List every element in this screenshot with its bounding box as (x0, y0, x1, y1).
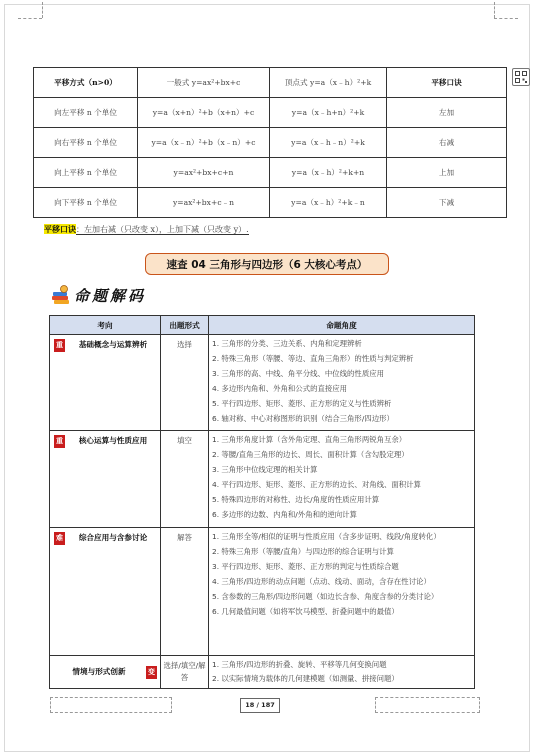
angle-item: 3. 三角形的高、中线、角平分线、中位线的性质应用 (212, 369, 384, 378)
table-cell: y=a（x﹣h+n）²+k (270, 98, 387, 128)
angle-item: 4. 平行四边形、矩形、菱形、正方形的边长、对角线、面积计算 (212, 480, 421, 489)
angle-item: 6. 多边形的边数、内角和/外角和的逆向计算 (212, 510, 357, 519)
angle-item: 3. 平行四边形、矩形、菱形、正方形的判定与性质综合题 (212, 562, 399, 571)
column-header: 平移方式（n>0） (34, 68, 138, 98)
footer-dash-right (375, 697, 480, 713)
table-row (34, 128, 507, 158)
angle-item: 6. 轴对称、中心对称图形的识别（结合三角形/四边形） (212, 414, 394, 423)
column-header: 顶点式 y=a（x﹣h）²+k (270, 68, 387, 98)
table-row (50, 656, 475, 689)
topic-cell (50, 528, 161, 656)
topics-table (49, 315, 475, 689)
qr-grid-icon[interactable] (512, 68, 530, 86)
angles-cell (209, 656, 475, 689)
table-cell: 右减 (387, 128, 507, 158)
angle-item: 2. 等腰/直角三角形的边长、周长、面积计算（含勾股定理） (212, 450, 409, 459)
table-cell: y=a（x﹣n）²+b（x﹣n）+c (138, 128, 270, 158)
table-cell: 上加 (387, 158, 507, 188)
angle-item: 1. 三角形的分类、三边关系、内角和定理辨析 (212, 339, 362, 348)
angle-item: 1. 三角形角度计算（含外角定理、直角三角形两锐角互余） (212, 435, 407, 444)
page-number: 18 / 187 (240, 698, 280, 713)
difficulty-badge: 难 (54, 532, 65, 545)
column-header: 平移口诀 (387, 68, 507, 98)
translation-rule (44, 224, 249, 235)
topic-name: 基础概念与运算辨析 (78, 340, 148, 349)
header-dash-right (494, 18, 518, 19)
table-cell: 向左平移 n 个单位 (34, 98, 138, 128)
table-row (34, 98, 507, 128)
question-type: 选择 (161, 335, 209, 431)
subheading-title: 命题解码 (74, 286, 147, 305)
header-dash-left-v (42, 2, 43, 18)
angle-item: 5. 特殊四边形的对称性、边长/角度的性质应用计算 (212, 495, 380, 504)
column-header: 出题形式 (161, 316, 209, 335)
footer-dash-left (50, 697, 172, 713)
table-row (50, 431, 475, 528)
table-cell: y=ax²+bx+c﹣n (138, 188, 270, 218)
angles-cell (209, 431, 475, 528)
difficulty-badge: 重 (54, 339, 65, 352)
difficulty-badge: 变 (146, 666, 157, 679)
angle-item: 2. 特殊三角形（等腰、等边、直角三角形）的性质与判定辨析 (212, 354, 414, 363)
table-header-row (34, 68, 507, 98)
table-cell: y=a（x﹣h﹣n）²+k (270, 128, 387, 158)
difficulty-badge: 重 (54, 435, 65, 448)
translation-table (33, 67, 507, 218)
topic-cell (50, 656, 161, 689)
angle-item: 2. 特殊三角形（等腰/直角）与四边形的综合证明与计算 (212, 547, 394, 556)
angle-item: 4. 三角形/四边形的动点问题（点动、线动、面动，含存在性讨论） (212, 577, 431, 586)
angle-item: 1. 三角形全等/相似的证明与性质应用（含多步证明、线段/角度转化） (212, 532, 441, 541)
table-row (34, 158, 507, 188)
question-type: 填空 (161, 431, 209, 528)
column-header: 考向 (50, 316, 161, 335)
topic-cell (50, 335, 161, 431)
table-cell: y=ax²+bx+c+n (138, 158, 270, 188)
table-cell: y=a（x+n）²+b（x+n）+c (138, 98, 270, 128)
table-header-row (50, 316, 475, 335)
table-cell: y=a（x﹣h）²+k﹣n (270, 188, 387, 218)
table-row (34, 188, 507, 218)
header-dash-right-v (494, 2, 495, 18)
table-cell: 向右平移 n 个单位 (34, 128, 138, 158)
angle-item: 5. 平行四边形、矩形、菱形、正方形的定义与性质辨析 (212, 399, 392, 408)
column-header: 命题角度 (209, 316, 475, 335)
table-cell: 向上平移 n 个单位 (34, 158, 138, 188)
question-type: 选择/填空/解答 (161, 656, 209, 689)
table-cell: y=a（x﹣h）²+k+n (270, 158, 387, 188)
angle-item: 3. 三角形中位线定理的相关计算 (212, 465, 318, 474)
rule-label: 平移口诀 (44, 224, 76, 234)
table-row (50, 335, 475, 431)
topic-cell (50, 431, 161, 528)
section-title: 速查 04 三角形与四边形（6 大核心考点） (145, 253, 389, 275)
angles-cell (209, 528, 475, 656)
header-dash-left (18, 18, 42, 19)
question-type: 解答 (161, 528, 209, 656)
table-cell: 向下平移 n 个单位 (34, 188, 138, 218)
books-icon (50, 284, 72, 306)
angle-item: 2. 以实际情境为载体的几何建模题（如测量、拼接问题） (212, 674, 399, 683)
angle-item: 4. 多边形内角和、外角和公式的直接应用 (212, 384, 348, 393)
table-cell: 左加 (387, 98, 507, 128)
angles-cell (209, 335, 475, 431)
column-header: 一般式 y=ax²+bx+c (138, 68, 270, 98)
topic-name: 核心运算与性质应用 (78, 436, 148, 445)
subheading (50, 284, 146, 306)
angle-item: 5. 含参数的三角形/四边形问题（如边长含参、角度含参的分类讨论） (212, 592, 439, 601)
topic-name: 综合应用与含参讨论 (78, 533, 148, 542)
topic-name: 情境与形式创新 (72, 667, 126, 676)
table-row (50, 528, 475, 656)
angle-item: 1. 三角形/四边形的折叠、旋转、平移等几何变换问题 (212, 660, 387, 669)
table-cell: 下减 (387, 188, 507, 218)
angle-item: 6. 几何最值问题（如将军饮马模型、折叠问题中的最值） (212, 607, 399, 616)
rule-text: ：左加右减（只改变 x），上加下减（只改变 y）. (76, 225, 249, 234)
